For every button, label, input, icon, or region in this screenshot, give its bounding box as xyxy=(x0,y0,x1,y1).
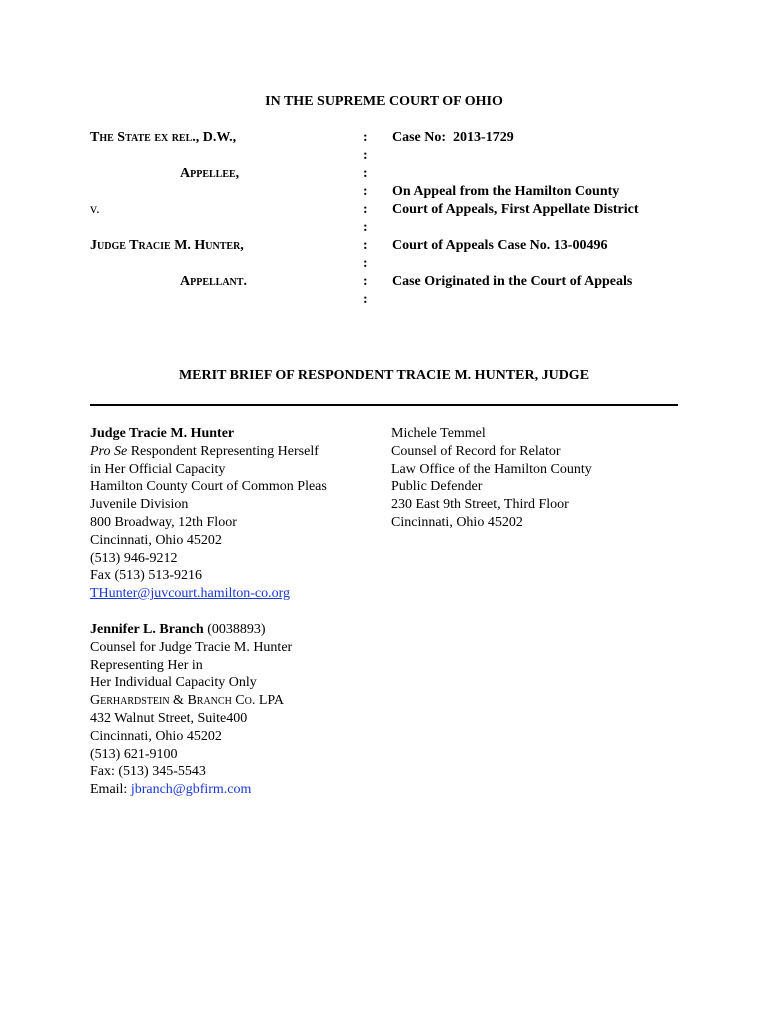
counsel-block-temmel xyxy=(391,425,592,532)
counsel-line: Public Defender xyxy=(391,479,483,495)
counsel-line: in Her Official Capacity xyxy=(90,461,226,477)
counsel-line xyxy=(90,621,292,639)
court-title: IN THE SUPREME COURT OF OHIO xyxy=(265,94,503,109)
counsel-block-branch xyxy=(90,621,292,799)
caption-colon: : xyxy=(363,166,368,181)
pro-se-label: Pro Se xyxy=(90,443,128,459)
counsel-name: Michele Temmel xyxy=(391,426,486,441)
bar-number: (0038893) xyxy=(207,622,266,637)
case-number-value: 2013-1729 xyxy=(453,130,514,145)
case-origin: Case Originated in the Court of Appeals xyxy=(392,274,633,289)
counsel-line: Her Individual Capacity Only xyxy=(90,675,257,691)
email-link[interactable]: THunter@juvcourt.hamilton-co.org xyxy=(90,586,291,602)
counsel-address: 432 Walnut Street, Suite400 xyxy=(90,710,248,726)
counsel-city: Cincinnati, Ohio 45202 xyxy=(90,532,222,548)
appellee-label: Appellee, xyxy=(180,166,240,181)
counsel-line: Counsel of Record for Relator xyxy=(391,443,561,459)
caption-colon: : xyxy=(363,256,368,271)
counsel-line xyxy=(90,443,327,461)
counsel-address: 800 Broadway, 12th Floor xyxy=(90,514,237,530)
firm-name: Gerhardstein & Branch Co. LPA xyxy=(90,693,285,709)
caption-colon: : xyxy=(363,238,368,253)
appellant-label: Appellant. xyxy=(180,274,247,289)
counsel-line: Law Office of the Hamilton County xyxy=(391,461,592,477)
appeals-case-number: Court of Appeals Case No. 13-00496 xyxy=(392,238,608,253)
respondent-party: Judge Tracie M. Hunter, xyxy=(90,238,244,253)
versus-label: v. xyxy=(90,202,100,217)
counsel-phone: (513) 946-9212 xyxy=(90,550,178,566)
caption-colon: : xyxy=(363,184,368,199)
counsel-fax: Fax (513) 513-9216 xyxy=(90,568,202,584)
counsel-city: Cincinnati, Ohio 45202 xyxy=(90,728,222,744)
case-number xyxy=(392,130,514,146)
caption-colon: : xyxy=(363,130,368,145)
caption-colon: : xyxy=(363,202,368,217)
counsel-phone: (513) 621-9100 xyxy=(90,746,178,762)
relator-party: The State ex rel., D.W., xyxy=(90,130,237,145)
counsel-line: Hamilton County Court of Common Pleas xyxy=(90,479,327,495)
brief-title: MERIT BRIEF OF RESPONDENT TRACIE M. HUNTER, JUDGE xyxy=(178,368,590,383)
counsel-email-line xyxy=(90,781,292,799)
counsel-address: 230 East 9th Street, Third Floor xyxy=(391,497,569,513)
counsel-name: Jennifer L. Branch xyxy=(90,622,204,637)
counsel-line: Juvenile Division xyxy=(90,497,189,513)
counsel-block-hunter xyxy=(90,425,327,603)
counsel-role: Respondent Representing Herself xyxy=(130,443,319,459)
appeal-origin-line2: Court of Appeals, First Appellate District xyxy=(392,202,639,217)
email-link[interactable]: jbranch@gbfirm.com xyxy=(130,782,252,798)
caption-colon: : xyxy=(363,220,368,235)
counsel-name: Judge Tracie M. Hunter xyxy=(90,426,235,441)
caption-colon: : xyxy=(363,292,368,307)
case-number-label: Case No: xyxy=(392,130,447,145)
appeal-origin-line1: On Appeal from the Hamilton County xyxy=(392,184,620,199)
counsel-fax: Fax: (513) 345-5543 xyxy=(90,764,206,780)
counsel-line: Representing Her in xyxy=(90,657,203,673)
email-label: Email: xyxy=(90,782,128,798)
caption-colon: : xyxy=(363,274,368,289)
title-divider xyxy=(90,404,678,406)
counsel-line: Counsel for Judge Tracie M. Hunter xyxy=(90,639,293,655)
counsel-city: Cincinnati, Ohio 45202 xyxy=(391,514,523,530)
caption-colon: : xyxy=(363,148,368,163)
